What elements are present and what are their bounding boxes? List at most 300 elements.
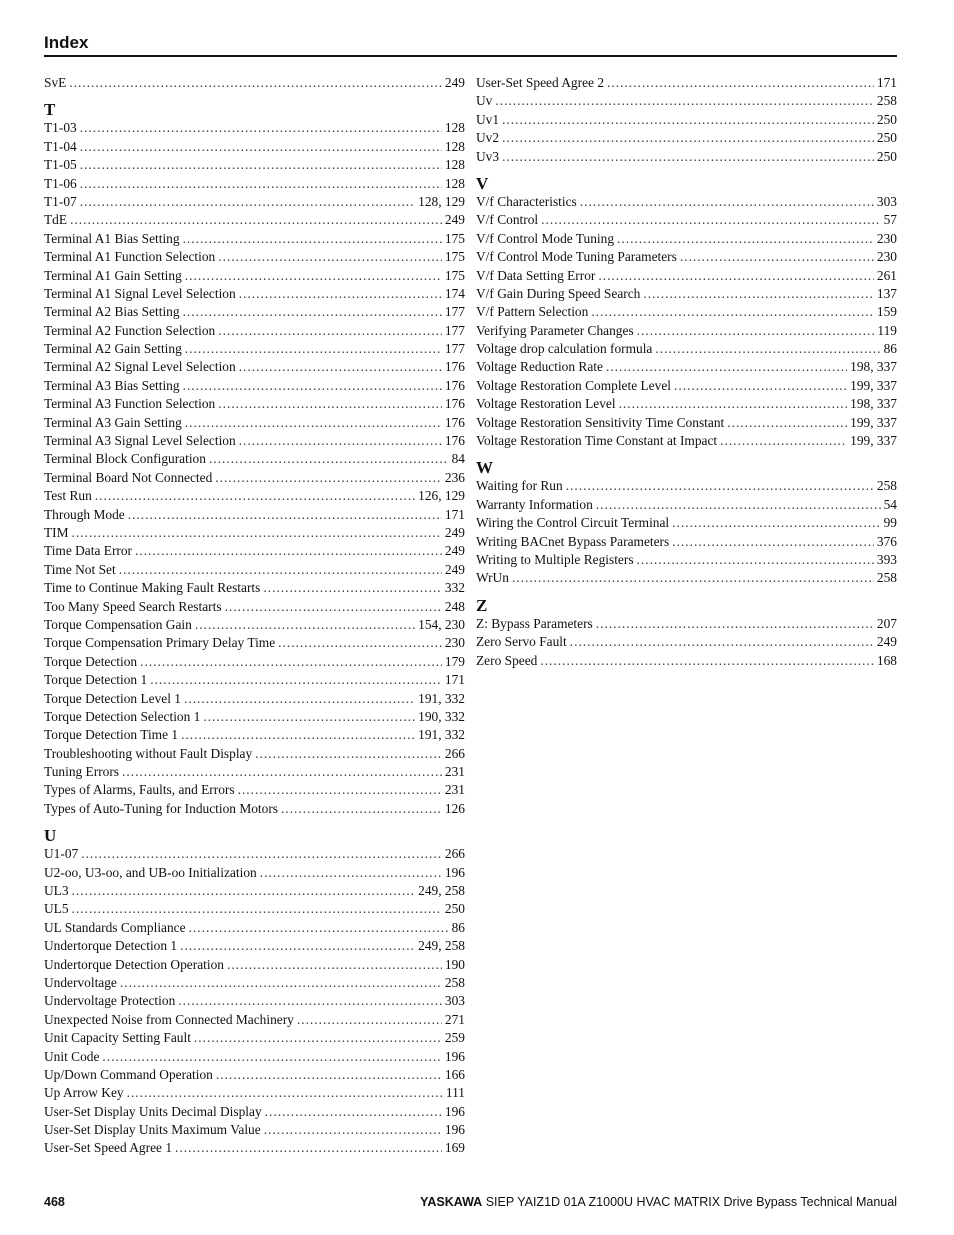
index-page-ref: 249, 258 — [418, 938, 465, 954]
index-entry — [476, 111, 897, 129]
index-entry — [44, 267, 465, 285]
index-term: Terminal A1 Bias Setting — [44, 230, 180, 246]
dot-leader — [674, 377, 847, 395]
index-term: WrUn — [476, 570, 509, 586]
index-entry — [44, 340, 465, 358]
index-entry — [44, 377, 465, 395]
index-page-ref: 249 — [876, 634, 897, 650]
index-term: Terminal A2 Bias Setting — [44, 304, 180, 320]
index-entry — [44, 414, 465, 432]
index-term: UL5 — [44, 901, 69, 917]
index-entry — [44, 708, 465, 726]
index-page-ref: 230 — [876, 249, 897, 265]
dot-leader — [278, 634, 442, 652]
index-page-ref: 199, 337 — [850, 414, 897, 430]
dot-leader — [183, 377, 442, 395]
index-page-ref: 191, 332 — [418, 690, 465, 706]
index-page-ref: 196 — [444, 1103, 465, 1119]
index-page-ref: 137 — [876, 285, 897, 301]
index-term: Undervoltage — [44, 974, 117, 990]
index-page-ref: 128 — [444, 138, 465, 154]
index-term: Terminal A1 Gain Setting — [44, 267, 182, 283]
index-entry — [44, 726, 465, 744]
index-entry — [44, 322, 465, 340]
index-term: Terminal A3 Gain Setting — [44, 414, 182, 430]
index-section — [476, 166, 897, 450]
index-term: Terminal A2 Gain Setting — [44, 341, 182, 357]
dot-leader — [180, 937, 415, 955]
index-entry — [44, 616, 465, 634]
index-term: Up/Down Command Operation — [44, 1066, 213, 1082]
index-page-ref: 248 — [444, 598, 465, 614]
dot-leader — [184, 690, 415, 708]
index-term: V/f Control Mode Tuning Parameters — [476, 249, 677, 265]
dot-leader — [72, 524, 442, 542]
index-term: Zero Servo Fault — [476, 634, 567, 650]
index-entry — [476, 230, 897, 248]
index-page-ref: 250 — [876, 130, 897, 146]
index-entry — [44, 634, 465, 652]
index-page-ref: 176 — [444, 359, 465, 375]
index-term: Too Many Speed Search Restarts — [44, 598, 222, 614]
index-page-ref: 175 — [444, 230, 465, 246]
index-page-ref: 176 — [444, 414, 465, 430]
index-term: Voltage Restoration Complete Level — [476, 377, 671, 393]
index-page-ref: 249, 258 — [418, 883, 465, 899]
index-entry — [44, 487, 465, 505]
index-page-ref: 126 — [444, 800, 465, 816]
index-term: Time to Continue Making Fault Restarts — [44, 580, 261, 596]
index-entry — [44, 763, 465, 781]
index-entry — [476, 377, 897, 395]
dot-leader — [80, 138, 442, 156]
index-page-ref: 126, 129 — [418, 488, 465, 504]
index-entry — [44, 900, 465, 918]
index-term: Terminal A2 Function Selection — [44, 322, 216, 338]
index-page-ref: 176 — [444, 396, 465, 412]
index-term: V/f Control Mode Tuning — [476, 230, 615, 246]
index-section — [476, 74, 897, 166]
dot-leader — [120, 974, 442, 992]
index-entry — [44, 248, 465, 266]
index-term: User-Set Speed Agree 1 — [44, 1140, 173, 1156]
index-page-ref: 250 — [444, 901, 465, 917]
index-entry — [476, 633, 897, 651]
dot-leader — [80, 119, 442, 137]
dot-leader — [637, 551, 874, 569]
index-page-ref: 174 — [444, 285, 465, 301]
index-term: Terminal A1 Signal Level Selection — [44, 285, 236, 301]
index-entry — [44, 524, 465, 542]
dot-leader — [183, 230, 442, 248]
index-entry — [476, 267, 897, 285]
dot-leader — [72, 882, 416, 900]
dot-leader — [502, 148, 874, 166]
dot-leader — [672, 533, 874, 551]
index-entry — [476, 193, 897, 211]
index-term: Voltage Reduction Rate — [476, 359, 603, 375]
index-term: Terminal A1 Function Selection — [44, 249, 216, 265]
index-term: UL3 — [44, 883, 69, 899]
index-term: UL Standards Compliance — [44, 919, 186, 935]
index-term: Uv3 — [476, 148, 500, 164]
index-entry — [44, 1048, 465, 1066]
dot-leader — [239, 432, 442, 450]
index-page-ref: 231 — [444, 782, 465, 798]
index-page-ref: 190 — [444, 956, 465, 972]
index-term: Torque Detection Time 1 — [44, 727, 179, 743]
index-page-ref: 249 — [444, 524, 465, 540]
index-page-ref: 84 — [451, 451, 465, 467]
index-page-ref: 128 — [444, 175, 465, 191]
index-section — [44, 74, 465, 92]
index-page-ref: 196 — [444, 1048, 465, 1064]
dot-leader — [655, 340, 880, 358]
index-term: Undervoltage Protection — [44, 993, 176, 1009]
index-term: Voltage Restoration Sensitivity Time Constant — [476, 414, 725, 430]
index-page-ref: 119 — [877, 322, 897, 338]
dot-leader — [80, 175, 442, 193]
index-page-ref: 230 — [444, 635, 465, 651]
index-page-ref: 393 — [876, 551, 897, 567]
index-page-ref: 198, 337 — [850, 396, 897, 412]
dot-leader — [596, 496, 881, 514]
dot-leader — [264, 1121, 442, 1139]
index-term: T1-06 — [44, 175, 77, 191]
index-entry — [44, 469, 465, 487]
index-entry — [44, 937, 465, 955]
index-entry — [476, 414, 897, 432]
index-term: Torque Detection — [44, 653, 138, 669]
index-page-ref: 230 — [876, 230, 897, 246]
dot-leader — [606, 358, 847, 376]
index-page-ref: 376 — [876, 533, 897, 549]
index-term: V/f Pattern Selection — [476, 304, 589, 320]
dot-leader — [183, 303, 442, 321]
index-entry — [44, 864, 465, 882]
index-page-ref: 303 — [444, 993, 465, 1009]
index-entry — [476, 652, 897, 670]
index-page-ref: 249 — [444, 561, 465, 577]
index-page-ref: 54 — [883, 496, 897, 512]
index-entry — [44, 506, 465, 524]
index-page-ref: 196 — [444, 1122, 465, 1138]
dot-leader — [194, 1029, 442, 1047]
index-entry — [44, 745, 465, 763]
index-term: Warranty Information — [476, 496, 593, 512]
index-term: Z: Bypass Parameters — [476, 615, 593, 631]
index-entry — [476, 551, 897, 569]
index-page-ref: 250 — [876, 111, 897, 127]
dot-leader — [216, 1066, 442, 1084]
dot-leader — [140, 653, 442, 671]
index-term: TIM — [44, 524, 69, 540]
index-entry — [476, 395, 897, 413]
dot-leader — [225, 598, 442, 616]
index-page-ref: 176 — [444, 377, 465, 393]
index-page-ref: 190, 332 — [418, 708, 465, 724]
index-section — [44, 818, 465, 1158]
index-term: Voltage Restoration Level — [476, 396, 616, 412]
index-page-ref: 176 — [444, 433, 465, 449]
index-term: Terminal A3 Function Selection — [44, 396, 216, 412]
index-page-ref: 86 — [451, 919, 465, 935]
index-entry — [476, 477, 897, 495]
dot-leader — [680, 248, 874, 266]
index-term: Torque Detection Level 1 — [44, 690, 182, 706]
dot-leader — [502, 111, 874, 129]
index-entry — [44, 230, 465, 248]
index-entry — [44, 119, 465, 137]
index-entry — [44, 1103, 465, 1121]
index-page-ref: 266 — [444, 846, 465, 862]
dot-leader — [239, 285, 442, 303]
index-page-ref: 57 — [883, 212, 897, 228]
index-entry — [44, 358, 465, 376]
index-page-ref: 271 — [444, 1011, 465, 1027]
index-page-ref: 258 — [876, 93, 897, 109]
index-page-ref: 179 — [444, 653, 465, 669]
index-entry — [476, 340, 897, 358]
index-entry — [44, 1121, 465, 1139]
footer-brand: YASKAWA — [420, 1195, 483, 1209]
index-entry — [44, 690, 465, 708]
index-page-ref: 266 — [444, 745, 465, 761]
index-entry — [44, 919, 465, 937]
index-entry — [44, 882, 465, 900]
index-entry — [44, 395, 465, 413]
index-page-ref: 177 — [444, 322, 465, 338]
index-term: V/f Control — [476, 212, 539, 228]
index-section — [44, 92, 465, 818]
index-page-ref: 154, 230 — [418, 616, 465, 632]
index-page-ref: 258 — [876, 570, 897, 586]
index-section — [476, 450, 897, 587]
dot-leader — [238, 781, 442, 799]
dot-leader — [95, 487, 415, 505]
index-term: Writing to Multiple Registers — [476, 551, 634, 567]
page-title: Index — [44, 33, 89, 52]
footer-manual-name: SIEP YAIZ1D 01A Z1000U HVAC MATRIX Drive Bypass Technical Manual — [485, 1195, 897, 1209]
index-page-ref: 332 — [444, 580, 465, 596]
index-term: Terminal A3 Signal Level Selection — [44, 433, 236, 449]
dot-leader — [209, 450, 449, 468]
index-term: User-Set Display Units Maximum Value — [44, 1122, 261, 1138]
index-term: Torque Compensation Gain — [44, 616, 192, 632]
index-page-ref: 191, 332 — [418, 727, 465, 743]
index-page-ref: 236 — [444, 469, 465, 485]
index-page-ref: 258 — [444, 974, 465, 990]
index-page-ref: 86 — [883, 341, 897, 357]
index-page-ref: 175 — [444, 249, 465, 265]
index-entry — [44, 561, 465, 579]
index-entry — [476, 248, 897, 266]
index-page-ref: 171 — [444, 672, 465, 688]
dot-leader — [591, 303, 874, 321]
index-page-ref: 250 — [876, 148, 897, 164]
dot-leader — [185, 340, 442, 358]
index-term: Undertorque Detection 1 — [44, 938, 178, 954]
index-term: Wiring the Control Circuit Terminal — [476, 515, 670, 531]
index-entry — [44, 193, 465, 211]
section-letter: W — [476, 458, 493, 478]
index-column-left — [44, 74, 465, 1158]
dot-leader — [218, 395, 442, 413]
index-term: V/f Data Setting Error — [476, 267, 596, 283]
index-column-right — [476, 74, 897, 670]
index-term: Terminal A3 Bias Setting — [44, 377, 180, 393]
index-term: Unit Capacity Setting Fault — [44, 1030, 191, 1046]
index-term: User-Set Display Units Decimal Display — [44, 1103, 262, 1119]
dot-leader — [617, 230, 874, 248]
index-entry — [476, 211, 897, 229]
index-entry — [44, 74, 465, 92]
index-entry — [476, 322, 897, 340]
index-entry — [44, 303, 465, 321]
index-term: Through Mode — [44, 506, 125, 522]
index-term: Terminal Block Configuration — [44, 451, 206, 467]
index-page-ref: 207 — [876, 615, 897, 631]
index-entry — [476, 148, 897, 166]
section-letter: U — [44, 826, 57, 846]
section-letter: Z — [476, 595, 488, 615]
index-page-ref: 199, 337 — [850, 433, 897, 449]
dot-leader — [619, 395, 848, 413]
dot-leader — [122, 763, 442, 781]
index-term: Types of Alarms, Faults, and Errors — [44, 782, 235, 798]
index-entry — [44, 845, 465, 863]
dot-leader — [218, 322, 442, 340]
dot-leader — [541, 211, 880, 229]
dot-leader — [150, 671, 442, 689]
index-entry — [44, 1029, 465, 1047]
index-entry — [476, 432, 897, 450]
index-term: T1-04 — [44, 138, 77, 154]
index-page-ref: 258 — [876, 478, 897, 494]
index-term: U2-oo, U3-oo, and UB-oo Initialization — [44, 864, 257, 880]
dot-leader — [80, 156, 442, 174]
index-term: Up Arrow Key — [44, 1085, 124, 1101]
dot-leader — [643, 285, 874, 303]
dot-leader — [570, 633, 874, 651]
index-page-ref: 198, 337 — [850, 359, 897, 375]
index-entry — [44, 671, 465, 689]
index-entry — [44, 211, 465, 229]
dot-leader — [72, 900, 442, 918]
index-term: Terminal Board Not Connected — [44, 469, 213, 485]
dot-leader — [255, 745, 442, 763]
index-entry — [44, 579, 465, 597]
index-page-ref: 231 — [444, 764, 465, 780]
index-entry — [44, 450, 465, 468]
index-term: Uv — [476, 93, 493, 109]
index-term: Tuning Errors — [44, 764, 120, 780]
dot-leader — [127, 1084, 443, 1102]
dot-leader — [502, 129, 874, 147]
index-entry — [476, 569, 897, 587]
index-term: Torque Compensation Primary Delay Time — [44, 635, 276, 651]
index-entry — [476, 514, 897, 532]
index-term: Troubleshooting without Fault Display — [44, 745, 253, 761]
index-term: Writing BACnet Bypass Parameters — [476, 533, 670, 549]
index-page-ref: 177 — [444, 341, 465, 357]
dot-leader — [672, 514, 880, 532]
index-page-ref: 168 — [876, 652, 897, 668]
index-page-ref: 169 — [444, 1140, 465, 1156]
dot-leader — [607, 74, 874, 92]
index-term: Voltage Restoration Time Constant at Impact — [476, 433, 718, 449]
dot-leader — [195, 616, 415, 634]
index-entry — [476, 74, 897, 92]
index-page-ref: 259 — [444, 1030, 465, 1046]
dot-leader — [69, 74, 442, 92]
index-term: T1-05 — [44, 157, 77, 173]
index-term: T1-03 — [44, 120, 77, 136]
dot-leader — [227, 956, 442, 974]
index-entry — [44, 992, 465, 1010]
dot-leader — [218, 248, 442, 266]
index-entry — [44, 285, 465, 303]
index-term: Waiting for Run — [476, 478, 563, 494]
index-page-ref: 303 — [876, 193, 897, 209]
dot-leader — [596, 615, 874, 633]
header-rule — [44, 55, 897, 57]
section-letter: T — [44, 100, 56, 120]
index-entry — [476, 496, 897, 514]
index-page-ref: 99 — [883, 515, 897, 531]
index-term: Test Run — [44, 488, 92, 504]
index-entry — [476, 533, 897, 551]
dot-leader — [181, 726, 415, 744]
index-term: Unexpected Noise from Connected Machinery — [44, 1011, 294, 1027]
dot-leader — [281, 800, 442, 818]
index-entry — [44, 800, 465, 818]
index-term: Voltage drop calculation formula — [476, 341, 653, 357]
index-entry — [476, 358, 897, 376]
dot-leader — [203, 708, 415, 726]
index-term: SvE — [44, 75, 67, 90]
dot-leader — [260, 864, 442, 882]
dot-leader — [263, 579, 442, 597]
footer-page-number: 468 — [44, 1195, 65, 1209]
dot-leader — [185, 267, 442, 285]
dot-leader — [637, 322, 875, 340]
index-term: Zero Speed — [476, 652, 538, 668]
index-page-ref: 171 — [876, 75, 897, 90]
dot-leader — [566, 477, 874, 495]
index-term: Time Data Error — [44, 543, 133, 559]
index-entry — [476, 129, 897, 147]
index-entry — [44, 956, 465, 974]
dot-leader — [70, 211, 442, 229]
dot-leader — [128, 506, 442, 524]
index-term: T1-07 — [44, 193, 77, 209]
index-entry — [476, 615, 897, 633]
dot-leader — [540, 652, 874, 670]
index-entry — [44, 138, 465, 156]
index-entry — [44, 598, 465, 616]
index-entry — [44, 542, 465, 560]
dot-leader — [185, 414, 442, 432]
index-entry — [44, 974, 465, 992]
index-entry — [44, 781, 465, 799]
dot-leader — [178, 992, 442, 1010]
index-entry — [44, 175, 465, 193]
index-page-ref: 261 — [876, 267, 897, 283]
index-term: Terminal A2 Signal Level Selection — [44, 359, 236, 375]
dot-leader — [175, 1139, 442, 1157]
dot-leader — [720, 432, 847, 450]
